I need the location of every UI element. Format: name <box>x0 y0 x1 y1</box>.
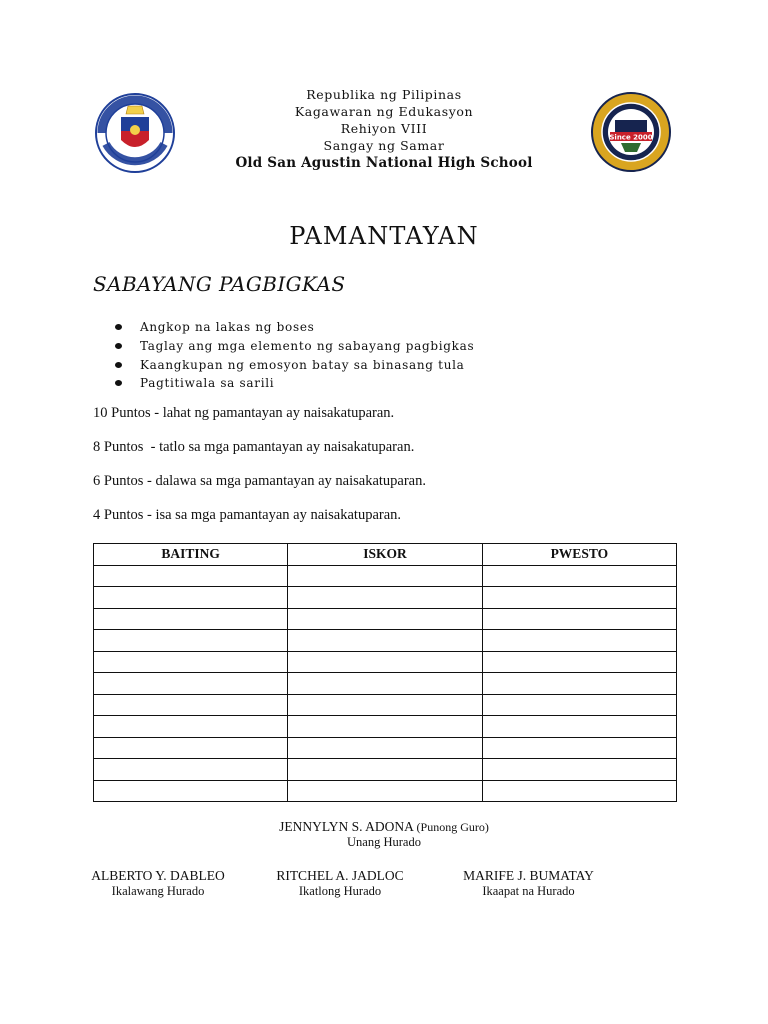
judge-role: Ikaapat na Hurado <box>482 884 575 898</box>
table-cell[interactable] <box>482 630 676 652</box>
criteria-text: Pagtitiwala sa sarili <box>140 376 275 391</box>
table-row <box>94 565 677 587</box>
criteria-item <box>112 318 474 337</box>
document-subtitle: SABAYANG PAGBIGKAS <box>93 272 346 296</box>
column-header: ISKOR <box>288 544 482 566</box>
column-header: BAITING <box>94 544 288 566</box>
table-cell[interactable] <box>288 673 482 695</box>
table-cell[interactable] <box>94 651 288 673</box>
table-cell[interactable] <box>482 780 676 802</box>
region-line: Rehiyon VIII <box>340 121 428 136</box>
table-row <box>94 587 677 609</box>
bullet-icon <box>115 362 122 368</box>
column-header: PWESTO <box>482 544 676 566</box>
judge-name: JENNYLYN S. ADONA <box>279 819 414 834</box>
table-cell[interactable] <box>482 716 676 738</box>
table-cell[interactable] <box>482 587 676 609</box>
judge-role: Ikatlong Hurado <box>298 884 382 898</box>
judge-name: MARIFE J. BUMATAY <box>463 868 594 883</box>
table-cell[interactable] <box>94 565 288 587</box>
judge-role: Ikalawang Hurado <box>111 884 205 898</box>
table-cell[interactable] <box>94 780 288 802</box>
division-line: Sangay ng Samar <box>323 138 445 153</box>
department-line: Kagawaran ng Edukasyon <box>294 104 474 119</box>
country-line: Republika ng Pilipinas <box>306 87 462 102</box>
criteria-text: Taglay ang mga elemento ng sabayang pagbigkas <box>140 338 475 353</box>
judge-fourth <box>456 868 601 899</box>
table-cell[interactable] <box>482 565 676 587</box>
table-cell[interactable] <box>288 587 482 609</box>
table-cell[interactable] <box>482 673 676 695</box>
table-cell[interactable] <box>94 587 288 609</box>
criteria-item <box>112 374 474 393</box>
table-cell[interactable] <box>288 630 482 652</box>
table-cell[interactable] <box>482 694 676 716</box>
table-cell[interactable] <box>288 694 482 716</box>
table-row <box>94 608 677 630</box>
table-cell[interactable] <box>94 630 288 652</box>
table-row <box>94 716 677 738</box>
table-cell[interactable] <box>482 737 676 759</box>
bullet-icon <box>115 380 122 386</box>
score-table <box>93 543 677 802</box>
judge-third <box>270 868 410 899</box>
table-cell[interactable] <box>482 759 676 781</box>
table-cell[interactable] <box>94 673 288 695</box>
document-title: PAMANTAYAN <box>289 222 479 250</box>
table-header-row <box>94 544 677 566</box>
judge-role: Unang Hurado <box>347 835 421 849</box>
scoring-guide <box>93 405 426 541</box>
judge-first <box>234 819 534 850</box>
table-cell[interactable] <box>94 737 288 759</box>
bullet-icon <box>115 343 122 349</box>
table-cell[interactable] <box>288 651 482 673</box>
judge-second <box>90 868 226 899</box>
table-cell[interactable] <box>288 716 482 738</box>
table-row <box>94 780 677 802</box>
judge-name: ALBERTO Y. DABLEO <box>91 868 225 883</box>
table-row <box>94 694 677 716</box>
school-name: Old San Agustin National High School <box>235 155 533 171</box>
criteria-item <box>112 356 474 375</box>
table-cell[interactable] <box>482 608 676 630</box>
criteria-item <box>112 337 474 356</box>
table-cell[interactable] <box>94 716 288 738</box>
criteria-text: Kaangkupan ng emosyon batay sa binasang tula <box>140 357 465 372</box>
scoring-line: 6 Puntos - dalawa sa mga pamantayan ay naisakatuparan. <box>93 473 426 489</box>
judge-note: (Punong Guro) <box>416 820 489 834</box>
table-body <box>94 565 677 802</box>
svg-text:Since 2000: Since 2000 <box>609 133 653 142</box>
table-cell[interactable] <box>94 694 288 716</box>
table-row <box>94 737 677 759</box>
table-cell[interactable] <box>288 759 482 781</box>
criteria-list <box>112 318 474 393</box>
table-row <box>94 651 677 673</box>
table-row <box>94 673 677 695</box>
scoring-line: 4 Puntos - isa sa mga pamantayan ay naisakatuparan. <box>93 507 402 523</box>
table-row <box>94 630 677 652</box>
criteria-text: Angkop na lakas ng boses <box>140 320 315 334</box>
table-cell[interactable] <box>288 608 482 630</box>
scoring-line: 10 Puntos - lahat ng pamantayan ay naisakatuparan. <box>93 405 395 421</box>
table-cell[interactable] <box>482 651 676 673</box>
table-cell[interactable] <box>288 737 482 759</box>
table-cell[interactable] <box>94 608 288 630</box>
letterhead <box>0 86 768 172</box>
scoring-line: 8 Puntos - tatlo sa mga pamantayan ay naisakatuparan. <box>93 439 415 455</box>
bullet-icon <box>115 324 122 330</box>
table-cell[interactable] <box>94 759 288 781</box>
table-row <box>94 759 677 781</box>
table-cell[interactable] <box>288 565 482 587</box>
table-cell[interactable] <box>288 780 482 802</box>
judge-name: RITCHEL A. JADLOC <box>276 868 404 883</box>
